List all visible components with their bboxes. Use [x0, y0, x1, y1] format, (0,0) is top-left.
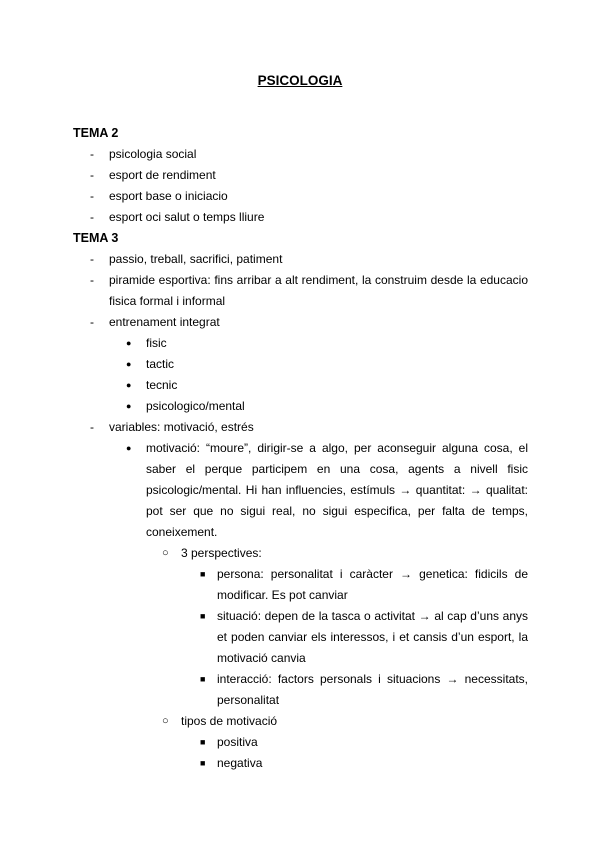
bullet-marker: ● — [126, 443, 132, 453]
sub-sub-list-item — [73, 543, 528, 564]
list-item — [73, 270, 528, 312]
level4-list-item-text: interacció: factors personals i situacions → necessitats, personalitat — [217, 672, 528, 707]
bullet-marker: ● — [126, 401, 132, 411]
level4-list-item — [73, 753, 528, 774]
dash-marker: - — [90, 210, 94, 224]
list-item-text: entrenament integrat — [109, 315, 220, 329]
sub-list-item-text: fisic — [146, 336, 167, 350]
list-item — [73, 207, 528, 228]
square-marker: ■ — [200, 758, 206, 768]
dash-marker: - — [90, 252, 94, 266]
bullet-marker: ● — [126, 338, 132, 348]
list-item — [73, 165, 528, 186]
square-marker: ■ — [200, 569, 206, 579]
level4-list-item-text: persona: personalitat i caràcter → genetica: fidicils de modificar. Es pot canviar — [217, 567, 528, 602]
sub-list-item — [73, 375, 528, 396]
sub-sub-list-item-text: tipos de motivació — [181, 714, 278, 728]
circle-marker: ○ — [162, 547, 169, 559]
sub-list-item — [73, 354, 528, 375]
list-item-text: passio, treball, sacrifici, patiment — [109, 252, 283, 266]
level4-list-item-text: situació: depen de la tasca o activitat → al cap d’uns anys et poden canviar els interessos, i et cansis d’un esport, la motivació canvia — [217, 609, 528, 665]
list-item-text: esport de rendiment — [109, 168, 216, 182]
sub-list-item-text: motivació: “moure”, dirigir-se a algo, per aconseguir alguna cosa, el saber el perque participem en una cosa, agents a nivell fisic psicologic/mental. Hi han influencies, estímuls → quantitat: → qualitat: pot ser que no sigui real, no sigui especifica, per falta de temps, coneixement. — [146, 441, 528, 539]
sub-list-item-text: psicologico/mental — [146, 399, 245, 413]
bullet-marker: ● — [126, 359, 132, 369]
list-item-text: piramide esportiva: fins arribar a alt rendiment, la construim desde la educacio fisica formal i informal — [109, 273, 528, 308]
list-item — [73, 249, 528, 270]
level4-list-item-text: positiva — [217, 735, 258, 749]
square-marker: ■ — [200, 611, 206, 621]
level4-list-item-text: negativa — [217, 756, 263, 770]
level4-list-item — [73, 606, 528, 669]
dash-marker: - — [90, 420, 94, 434]
dash-marker: - — [90, 189, 94, 203]
list-item — [73, 144, 528, 165]
dash-marker: - — [90, 315, 94, 329]
heading-tema-3: TEMA 3 — [73, 231, 119, 245]
dash-marker: - — [90, 168, 94, 182]
sub-list-item — [73, 438, 528, 543]
list-item — [73, 417, 528, 438]
sub-sub-list-item-text: 3 perspectives: — [181, 546, 262, 560]
square-marker: ■ — [200, 737, 206, 747]
sub-list-item — [73, 333, 528, 354]
heading-tema-2: TEMA 2 — [73, 126, 119, 140]
square-marker: ■ — [200, 674, 206, 684]
circle-marker: ○ — [162, 715, 169, 727]
list-item — [73, 312, 528, 333]
level4-list-item — [73, 669, 528, 711]
list-item — [73, 186, 528, 207]
sub-list-item-text: tactic — [146, 357, 175, 371]
sub-list-item-text: tecnic — [146, 378, 178, 392]
list-item-text: variables: motivació, estrés — [109, 420, 254, 434]
level4-list-item — [73, 732, 528, 753]
level4-list-item — [73, 564, 528, 606]
document-content — [73, 123, 528, 774]
list-item-text: esport oci salut o temps lliure — [109, 210, 265, 224]
bullet-marker: ● — [126, 380, 132, 390]
dash-marker: - — [90, 273, 94, 287]
sub-sub-list-item — [73, 711, 528, 732]
dash-marker: - — [90, 147, 94, 161]
list-item-text: psicologia social — [109, 147, 197, 161]
page-title: PSICOLOGIA — [257, 73, 343, 88]
list-item-text: esport base o iniciacio — [109, 189, 228, 203]
sub-list-item — [73, 396, 528, 417]
